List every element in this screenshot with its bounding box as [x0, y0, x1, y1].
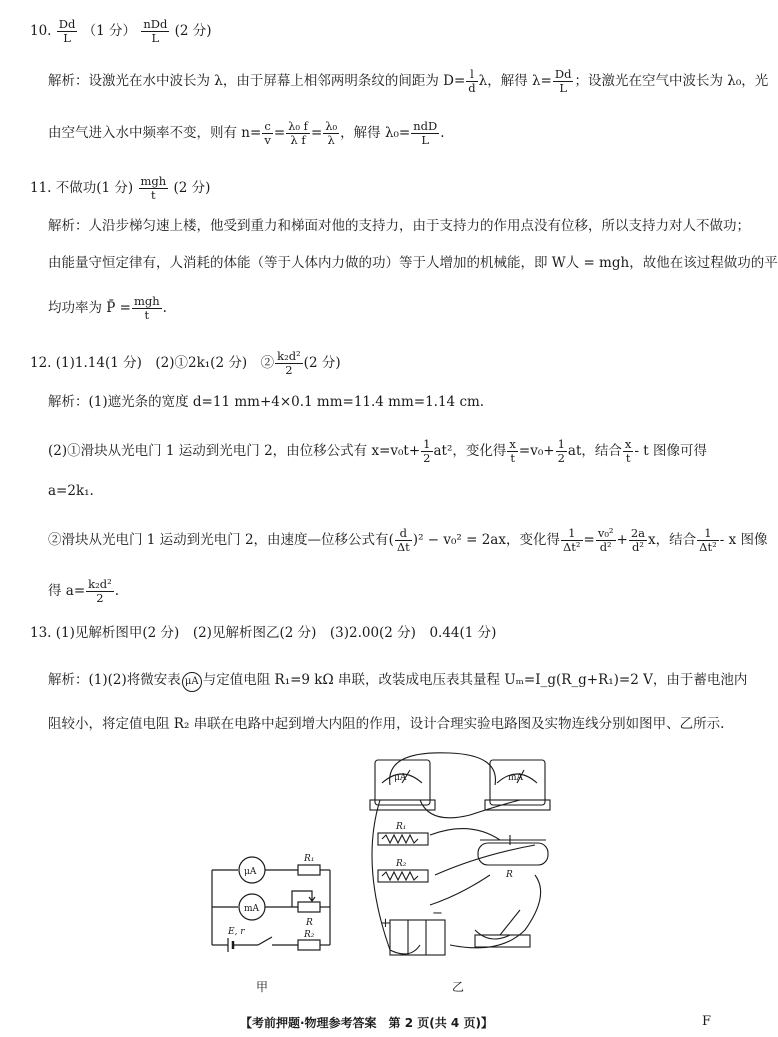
version-letter: F — [702, 1014, 712, 1029]
q10-explanation-2: 由空气进入水中频率不变，则有 n= $\frac{c}{v}$ = $\frac{\text{λ₀ f}}{\text{λ f}}$ = $\frac{\text{λ₀}}{\lambda}$ ，解得 λ₀= $\frac{\text{ndD}}{L}$ . — [48, 119, 445, 148]
q11-explanation-1: 解析：人沿步梯匀速上楼，他受到重力和梯面对他的支持力，由于支持力的作用点没有位移，所以支持力对人不做功； — [48, 218, 750, 234]
page-footer: 【考前押题·物理参考答案 第 2 页(共 4 页)】 — [240, 1016, 493, 1030]
q12-explanation-1: 解析：(1)遮光条的宽度 d=11 mm+4×0.1 mm=11.4 mm=1.14 cm. — [48, 394, 485, 410]
svg-text:E, r: E, r — [228, 927, 245, 937]
svg-text:R: R — [306, 918, 313, 928]
svg-text:R₁: R₁ — [396, 822, 407, 832]
milliammeter-label: mA — [244, 904, 260, 914]
q12-explanation-4: ②滑块从光电门 1 运动到光电门 2，由速度—位移公式有( $\frac{d}{\Delta t}$ )² − v₀² = 2ax，变化得 $\frac{1}{\text{Δt²}}$ = $\frac{\text{v₀²}}{\text{d²}}$ + $\frac{2a}{\text{d²}}$ x，结合 $\frac{1}{\text{Δt²}}$ - x 图像 — [48, 526, 768, 555]
svg-text:R₁: R₁ — [304, 854, 315, 864]
svg-text:R₂: R₂ — [304, 930, 315, 940]
question-number: 10. — [30, 23, 52, 40]
q11-explanation-3: 均功率为 P̄ = $\frac{\text{mgh}}{t}$ . — [48, 294, 167, 323]
diagram-caption-yi: 乙 — [452, 980, 465, 994]
q13-explanation-1: 解析：(1)(2)将微安表 μA 与定值电阻 R₁=9 kΩ 串联，改装成电压表其量程 Uₘ=I_g(R_g+R₁)=2 V，由于蓄电池内 — [48, 672, 747, 692]
score: (2 分) — [174, 23, 212, 40]
q10-ans1: $\frac{Dd}{L}$ — [58, 17, 76, 46]
svg-text:μA: μA — [394, 773, 407, 783]
q12-explanation-5: 得 a= $\frac{\text{k₂d²}}{2}$ . — [48, 577, 120, 606]
question-number: 13. — [30, 625, 52, 641]
diagram-caption-jia: 甲 — [256, 980, 269, 994]
svg-text:−: − — [432, 906, 443, 921]
q13-answer-line: 13. (1)见解析图甲(2 分) (2)见解析图乙(2 分) (3)2.00(2 分) 0.44(1 分) — [30, 625, 497, 641]
svg-text:R: R — [506, 870, 513, 880]
q12-explanation-2: (2)①滑块从光电门 1 运动到光电门 2，由位移公式有 x=v₀t+ $\frac{1}{2}$ at²，变化得 $\frac{x}{t}$ =v₀+ $\frac{1}{2}$ at，结合 $\frac{x}{t}$ - t 图像可得 — [48, 437, 707, 466]
q13-explanation-2: 阻较小，将定值电阻 R₂ 串联在电路中起到增大内阻的作用，设计合理实验电路图及实物连线分别如图甲、乙所示. — [48, 716, 725, 732]
q12-explanation-3: a=2k₁. — [48, 483, 94, 499]
q10-answer-line — [30, 18, 212, 45]
score: （1 分） — [82, 23, 137, 40]
svg-text:+: + — [380, 916, 391, 931]
q11-answer-line: 11. 不做功(1 分) $\frac{\text{mgh}}{t}$ (2 分) — [30, 174, 211, 203]
svg-text:mA: mA — [508, 773, 524, 783]
question-number: 12. — [30, 355, 52, 372]
svg-text:R₂: R₂ — [396, 859, 407, 869]
q10-explanation-1: 解析：设激光在水中波长为 λ，由于屏幕上相邻两明条纹的间距为 D= $\frac{l}{d}$ λ，解得 λ= $\frac{Dd}{L}$ ；设激光在空气中波长为 λ₀，光 — [48, 67, 769, 96]
circuit-diagram-jia — [200, 845, 350, 965]
q12-answer-line: 12. (1)1.14(1 分) (2)①2k₁(2 分) ② $\frac{\text{k₂d²}}{2}$ (2 分) — [30, 349, 341, 378]
q10-ans2: $\frac{\text{nDd}}{L}$ — [143, 17, 168, 46]
physical-diagram-yi — [360, 745, 570, 965]
q11-explanation-2: 由能量守恒定律有，人消耗的体能（等于人体内力做的功）等于人增加的机械能，即 W人 = mgh，故他在该过程做功的平 — [48, 255, 778, 271]
microammeter-label: μA — [244, 867, 257, 877]
question-number: 11. — [30, 180, 52, 197]
microammeter-symbol: μA — [182, 672, 202, 692]
